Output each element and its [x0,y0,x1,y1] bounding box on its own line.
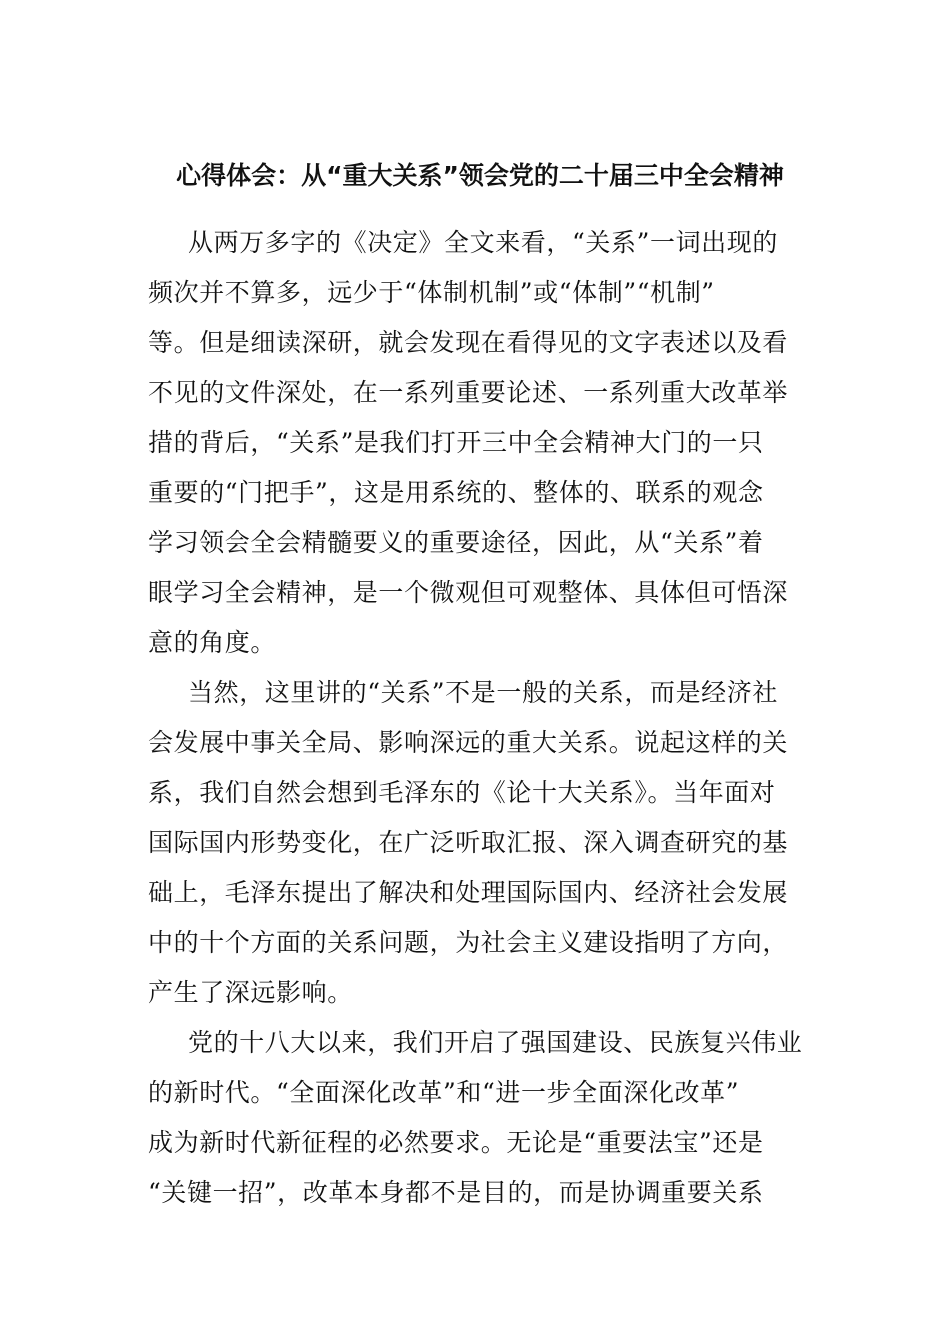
text-line: 产生了深远影响。 [148,978,353,1007]
text-line: 眼学习全会精神，是一个微观但可观整体、具体但可悟深 [148,578,789,607]
paragraph-1 [148,218,810,668]
text-line: 频次并不算多，远少于“体制机制”或“体制”“机制” [148,278,715,307]
text-line: 等。但是细读深研，就会发现在看得见的文字表述以及看 [148,328,789,357]
text-line: 意的角度。 [148,628,277,657]
text-line: 国际国内形势变化，在广泛听取汇报、深入调查研究的基 [148,828,789,857]
text-line: 中的十个方面的关系问题，为社会主义建设指明了方向， [148,928,789,957]
text-line: 系，我们自然会想到毛泽东的《论十大关系》。当年面对 [148,778,776,807]
paragraph-3 [148,1018,810,1218]
text-line: 的新时代。“全面深化改革”和“进一步全面深化改革” [148,1078,740,1107]
text-line: 不见的文件深处，在一系列重要论述、一系列重大改革举 [148,378,789,407]
document-body [148,218,810,1218]
text-line: 成为新时代新征程的必然要求。无论是“重要法宝”还是 [148,1128,764,1157]
text-line: 础上，毛泽东提出了解决和处理国际国内、经济社会发展 [148,878,789,907]
text-line: 会发展中事关全局、影响深远的重大关系。说起这样的关 [148,728,789,757]
document-title: 心得体会：从“重大关系”领会党的二十届三中全会精神 [176,161,784,190]
paragraph-2 [148,668,810,1018]
text-line: 重要的“门把手”，这是用系统的、整体的、联系的观念 [148,478,764,507]
text-line: 党的十八大以来，我们开启了强国建设、民族复兴伟业 [188,1028,803,1057]
text-line: 学习领会全会精髓要义的重要途径，因此，从“关系”着 [148,528,764,557]
text-line: 当然，这里讲的“关系”不是一般的关系，而是经济社 [188,678,778,707]
text-line: 从两万多字的《决定》全文来看，“关系”一词出现的 [188,228,778,257]
text-line: 措的背后，“关系”是我们打开三中全会精神大门的一只 [148,428,764,457]
text-line: “关键一招”，改革本身都不是目的，而是协调重要关系 [148,1178,764,1207]
